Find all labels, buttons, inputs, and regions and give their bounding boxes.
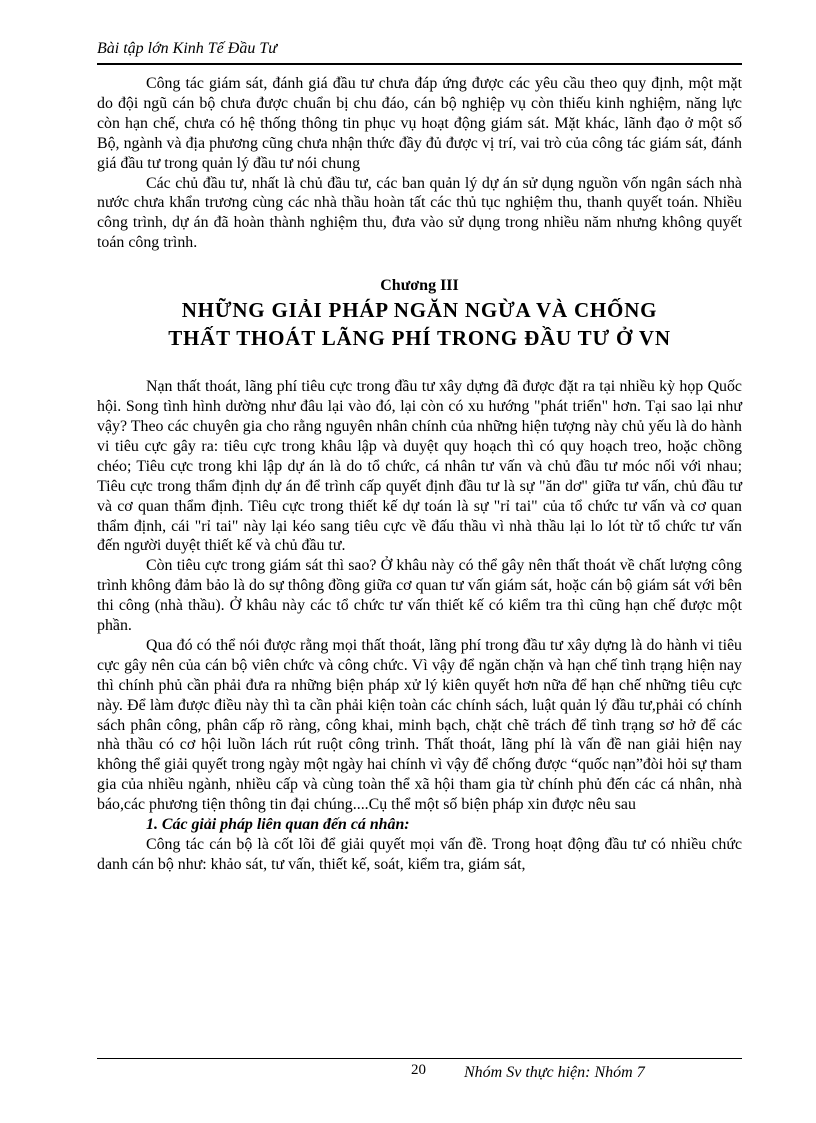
chapter-title-line-1: NHỮNG GIẢI PHÁP NGĂN NGỪA VÀ CHỐNG bbox=[181, 298, 658, 323]
paragraph: Công tác cán bộ là cốt lõi để giải quyết mọi vấn đề. Trong hoạt động đầu tư có nhiều chức danh cán bộ như: khảo sát, tư vấn, thiết kế, soát, kiểm tra, giám sát, bbox=[97, 836, 742, 873]
chapter-heading bbox=[97, 276, 742, 352]
footer-credit: Nhóm Sv thực hiện: Nhóm 7 bbox=[464, 1064, 645, 1081]
paragraph: Công tác giám sát, đánh giá đầu tư chưa đáp ứng được các yêu cầu theo quy định, một mặt do đội ngũ cán bộ chưa được chuẩn bị chu đáo, cán bộ nghiệp vụ còn thiếu kinh nghiệm, năng lực còn hạn chế, chưa có hệ thống thông tin phục vụ hoạt động giám sát. Mặt khác, lãnh đạo ở một số Bộ, ngành và địa phương cũng chưa nhận thức đầy đủ được vị trí, vai trò của công tác giám sát, đánh giá đầu tư trong quản lý đầu tư nói chung bbox=[97, 75, 742, 172]
chapter-title-line-2: THẤT THOÁT LÃNG PHÍ TRONG ĐẦU TƯ Ở VN bbox=[168, 326, 671, 351]
paragraph: Các chủ đầu tư, nhất là chủ đầu tư, các ban quản lý dự án sử dụng nguồn vốn ngân sách nhà nước chưa khẩn trương cùng các nhà thầu hoàn tất các thủ tục nghiệm thu, thanh quyết toán. Nhiều công trình, dự án đã hoàn thành nghiệm thu, đưa vào sử dụng trong nhiều năm nhưng không quyết toán công trình. bbox=[97, 174, 742, 252]
section-number: 1. bbox=[146, 816, 158, 834]
document-body bbox=[97, 74, 742, 875]
header-title: Bài tập lớn Kinh Tế Đầu Tư bbox=[97, 40, 277, 57]
paragraph: Nạn thất thoát, lãng phí tiêu cực trong đầu tư xây dựng đã được đặt ra tại nhiều kỳ họp Quốc hội. Song tình hình dường như đâu lại vào đó, lại còn có xu hướng "phát triển" hơn. Tại sao lại như vậy? Theo các chuyên gia cho rằng nguyên nhân chính của những hiện tượng này chủ yếu là do hành vi tiêu cực gây ra: tiêu cực trong khâu lập và duyệt quy hoạch thì có quy hoạch treo, hoặc chồng chéo; Tiêu cực trong khi lập dự án là do tổ chức, cá nhân tư vấn và chủ đầu tư móc nối với nhau; Tiêu cực trong thẩm định dự án để trình cấp quyết định đầu tư là sự "ăn dơ" giữa tư vấn, chủ đầu tư và cơ quan thẩm định. Tiêu cực trong thiết kế dự toán là sự "rỉ tai" của tổ chức tư vấn và cơ quan thẩm định, cái "rỉ tai" này lại kéo sang tiêu cực về đấu thầu vì nhà thầu lại lo lót từ tổ chức tư vấn đến người duyệt thiết kế và chủ đầu tư. bbox=[97, 378, 742, 555]
section-title: Các giải pháp liên quan đến cá nhân: bbox=[161, 816, 410, 834]
footer-divider bbox=[97, 1058, 742, 1059]
chapter-label: Chương III bbox=[380, 277, 459, 295]
section-heading bbox=[97, 815, 742, 835]
paragraph: Còn tiêu cực trong giám sát thì sao? Ở khâu này có thể gây nên thất thoát về chất lượng công trình không đảm bảo là do sự thông đồng giữa cơ quan tư vấn giám sát, hoặc cán bộ giám sát với bên thi công (nhà thầu). Ở khâu này các tổ chức tư vấn thiết kế có kiểm tra thì cũng hạn chế được một phần. bbox=[97, 557, 742, 635]
page-header bbox=[97, 40, 742, 65]
page-number: 20 bbox=[411, 1062, 426, 1078]
paragraph: Qua đó có thể nói được rằng mọi thất thoát, lãng phí trong đầu tư xây dựng là do hành vi tiêu cực gây nên của cán bộ viên chức và công chức. Vì vậy để ngăn chặn và hạn chế tình trạng hiện nay thì chính phủ cần phải đưa ra những biện pháp xử lý kiên quyết hơn nữa để hạn chế những tiêu cực này. Để làm được điều này thì ta cần phải kiện toàn các chính sách, luật quản lý đầu tư,phải có chính sách phân công, phân cấp rõ ràng, công khai, minh bạch, chặt chẽ trách để tình trạng sơ hở để các nhà thầu có cơ hội luồn lách rút ruột công trình. Thất thoát, lãng phí là vấn đề nan giải hiện nay không thể giải quyết trong ngày một ngày hai chính vì vậy để chống được “quốc nạn”đòi hỏi sự tham gia của nhiều ngành, nhiều cấp và cùng toàn thể xã hội tham gia từ chính phủ đến các cá nhân, nhà báo,các phương tiện thông tin đại chúng....Cụ thể một số biện pháp xin được nêu sau bbox=[97, 636, 742, 814]
